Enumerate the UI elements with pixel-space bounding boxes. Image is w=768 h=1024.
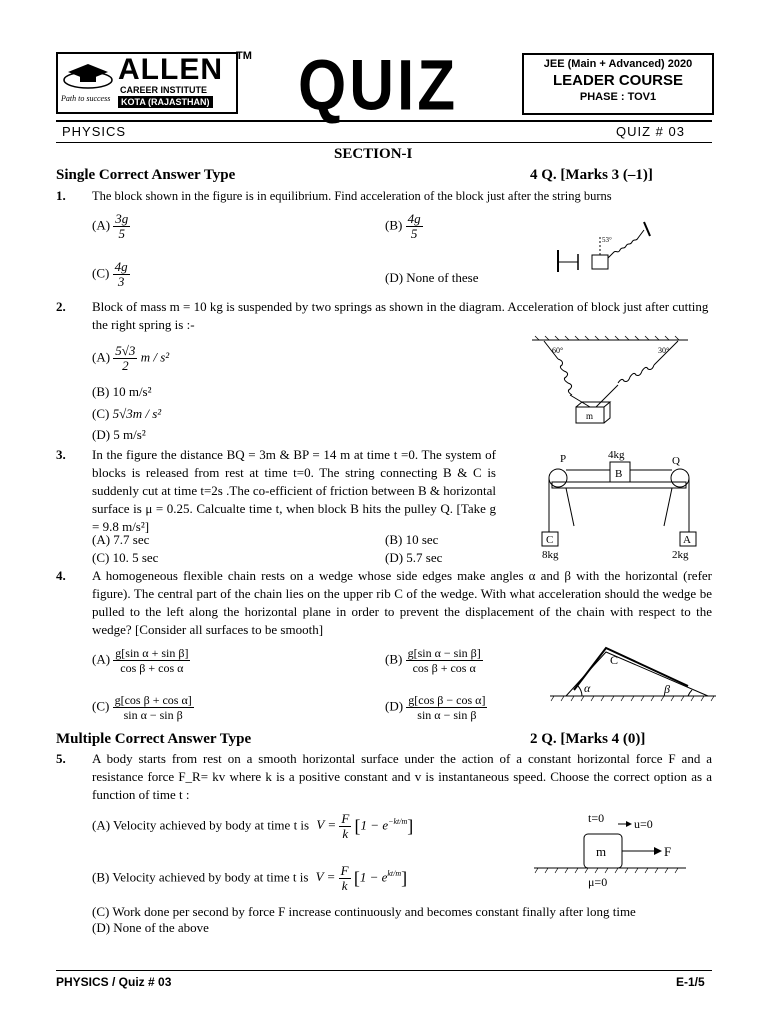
q1-a-fraction <box>113 212 130 241</box>
q2-a-fraction <box>113 344 137 373</box>
q2-text: Block of mass m = 10 kg is suspended by two springs as shown in the diagram. Acceleration of block just after cutting the right spring is :- <box>92 299 709 332</box>
logo-tagline: Path to success <box>61 94 111 103</box>
q3-text: In the figure the distance BQ = 3m & BP = 14 m at time t =0. The system of blocks is released from rest at time t=0. The string connecting B & C is suddenly cut at time t=2s .The co-efficient of friction between B & horizontal surface is μ = 0.25. Calcualte time t, when block B hits the pulley Q. [Take g = 9.8 m/s²] <box>92 447 496 534</box>
footer-right: E-1/5 <box>676 975 705 989</box>
q3-fig-B: B <box>615 468 623 480</box>
section-title: SECTION-I <box>334 146 413 162</box>
q4-number: 4. <box>56 568 66 583</box>
q5-b-k: k <box>341 878 348 893</box>
q5-b-bracket: 1 − e <box>359 869 388 885</box>
logo-subtitle: CAREER INSTITUTE <box>120 85 208 95</box>
q4-fig-C: C <box>610 653 619 667</box>
q1-option-a <box>92 212 130 241</box>
graduation-cap-icon <box>62 60 114 90</box>
q5-fig-u0: u=0 <box>634 817 653 831</box>
q2-a-unit: m / s² <box>140 349 170 365</box>
q5-b-text: (B) Velocity achieved by body at time t is <box>92 869 309 885</box>
q4-c-num: g[cos β + cos α] <box>114 693 192 707</box>
q5-b-V: V = <box>315 869 336 885</box>
course-info-box <box>522 53 714 115</box>
q2-number: 2. <box>56 299 66 314</box>
q3-fig-A-mass: 2kg <box>672 549 689 561</box>
q4-a-label: (A) <box>92 651 111 667</box>
q3-fig-P: P <box>560 453 567 465</box>
q3-fig-B-mass: 4kg <box>608 449 625 461</box>
q3-option-d: (D) 5.7 sec <box>385 550 443 565</box>
single-correct-marks: 4 Q. [Marks 3 (–1)] <box>530 167 653 183</box>
q5-fig-F: F <box>664 844 672 859</box>
subject-label: PHYSICS <box>62 124 127 139</box>
q1-b-num: 4g <box>407 211 421 226</box>
q5-option-a: (A) Velocity achieved by body at time t is V = $\frac{F}{k}$ $[1 - e^{-kt/m}]$ <box>92 811 414 841</box>
q2-c-value: 5√3m / s² <box>112 406 162 421</box>
q1-c-label: (C) <box>92 265 110 281</box>
q3-number: 3. <box>56 447 66 462</box>
q5-b-exp: kt/m <box>387 869 402 879</box>
q2-figure <box>530 335 690 430</box>
q5-a-exp: −kt/m <box>388 817 408 827</box>
trademark: TM <box>236 50 252 62</box>
q1-a-den: 5 <box>118 226 126 241</box>
course-name: LEADER COURSE <box>552 72 683 89</box>
q1-b-den: 5 <box>410 226 418 241</box>
allen-logo <box>56 52 238 114</box>
q5-option-d: (D) None of the above <box>92 920 209 935</box>
multiple-correct-marks: 2 Q. [Marks 4 (0)] <box>530 731 646 747</box>
single-correct-heading: Single Correct Answer Type <box>56 167 236 183</box>
q3-fig-C: C <box>546 534 554 546</box>
q2-a-label: (A) <box>92 349 111 365</box>
q5-fig-mu: μ=0 <box>588 875 608 889</box>
q3-fig-A: A <box>683 534 691 546</box>
quiz-number: QUIZ # 03 <box>616 124 685 139</box>
q5-figure <box>530 806 690 892</box>
q3-option-b: (B) 10 sec <box>385 532 439 547</box>
q4-option-a <box>92 646 190 675</box>
q1-number: 1. <box>56 188 66 203</box>
q2-option-b: (B) 10 m/s² <box>92 384 152 399</box>
q5-a-F-over-k <box>339 812 351 841</box>
q1-c-num: 4g <box>114 259 128 274</box>
q1-c-fraction <box>113 260 130 289</box>
quiz-title: QUIZ <box>298 46 459 126</box>
exam-line: JEE (Main + Advanced) 2020 <box>543 58 693 70</box>
q5-option-b: (B) Velocity achieved by body at time t is V = $\frac{F}{k}$ $[1 - e^{kt/m}]$ <box>92 863 408 893</box>
q5-fig-m: m <box>596 844 607 859</box>
q4-b-num: g[sin α − sin β] <box>407 646 481 660</box>
q2-fig-left-angle: 60° <box>552 346 564 355</box>
q4-option-c <box>92 693 194 722</box>
q4-c-label: (C) <box>92 698 110 714</box>
q1-fig-angle: 53° <box>602 236 612 244</box>
q1-b-label: (B) <box>385 217 403 233</box>
q3-fig-C-mass: 8kg <box>542 549 559 561</box>
q2-option-d: (D) 5 m/s² <box>92 427 146 442</box>
q5-a-F: F <box>341 811 350 826</box>
logo-brand: ALLEN <box>118 53 223 86</box>
q4-b-label: (B) <box>385 651 403 667</box>
q4-b-fraction <box>406 646 483 675</box>
q4-fig-alpha: α <box>584 681 591 695</box>
q3-figure <box>538 446 698 566</box>
q4-option-d <box>385 693 487 722</box>
q4-a-fraction <box>113 646 190 675</box>
q4-option-b <box>385 646 483 675</box>
q4-fig-beta: β <box>664 682 670 696</box>
multiple-correct-heading: Multiple Correct Answer Type <box>56 731 252 747</box>
q5-a-V: V = <box>316 817 337 833</box>
q4-a-num: g[sin α + sin β] <box>115 646 189 660</box>
q1-option-d: (D) None of these <box>385 270 479 285</box>
q1-a-num: 3g <box>115 211 129 226</box>
q2-fig-block: m <box>586 411 594 421</box>
q2-option-c <box>92 406 161 422</box>
q5-b-F-over-k <box>339 864 351 893</box>
q5-fig-t0: t=0 <box>588 811 605 825</box>
q5-text: A body starts from rest on a smooth horizontal surface under the action of a constant horizontal force F and a resistance force F_R= kv where k is a positive constant and v is instantaneous speed. Choose the correct option as a function of time t : <box>92 751 712 802</box>
q2-a-den: 2 <box>122 358 129 373</box>
q1-b-fraction <box>406 212 423 241</box>
header-rule <box>56 120 712 122</box>
q4-figure <box>548 644 718 704</box>
footer-rule <box>56 970 712 971</box>
q4-c-den: sin α − sin β <box>123 708 183 722</box>
q1-text: The block shown in the figure is in equilibrium. Find acceleration of the block just after the string burns <box>92 189 612 203</box>
q4-d-fraction <box>406 693 487 722</box>
q3-option-c: (C) 10. 5 sec <box>92 550 159 565</box>
q5-a-text: (A) Velocity achieved by body at time t is <box>92 817 310 833</box>
q1-c-den: 3 <box>117 274 125 289</box>
q4-a-den: cos β + cos α <box>120 661 184 675</box>
q4-d-num: g[cos β − cos α] <box>408 693 486 707</box>
q4-d-den: sin α − sin β <box>417 708 477 722</box>
q2-a-num: 5√3 <box>115 343 136 358</box>
q1-option-b <box>385 212 423 241</box>
q3-option-a: (A) 7.7 sec <box>92 532 150 547</box>
subject-rule <box>56 142 712 143</box>
q5-option-c: (C) Work done per second by force F increase continuously and becomes constant finally after long time <box>92 904 636 919</box>
q1-figure <box>548 210 658 276</box>
q1-a-label: (A) <box>92 217 111 233</box>
q4-d-label: (D) <box>385 698 404 714</box>
q2-fig-right-angle: 30° <box>658 346 670 355</box>
footer-left: PHYSICS / Quiz # 03 <box>56 975 172 989</box>
q2-option-a <box>92 344 169 373</box>
logo-place: KOTA (RAJASTHAN) <box>118 96 213 108</box>
q4-b-den: cos β + cos α <box>412 661 476 675</box>
q5-a-k: k <box>342 826 349 841</box>
q5-a-bracket: 1 − e <box>360 817 389 833</box>
q5-b-F: F <box>340 863 349 878</box>
q1-option-c <box>92 260 130 289</box>
phase-label: PHASE : TOV1 <box>579 91 657 103</box>
q2-c-label: (C) <box>92 406 110 421</box>
q3-fig-Q: Q <box>672 455 680 467</box>
q5-number: 5. <box>56 751 66 766</box>
q4-c-fraction <box>113 693 194 722</box>
q4-text: A homogeneous flexible chain rests on a wedge whose side edges make angles α and β with the horizontal (refer figure). The central part of the chain lies on the upper rib C of the wedge. With what acceleration should the wedge be pulled to the left along the horizontal plane in order to prevent the displacement of the chain with respect to the wedge? [Consider all surfaces to be smooth] <box>92 568 712 637</box>
